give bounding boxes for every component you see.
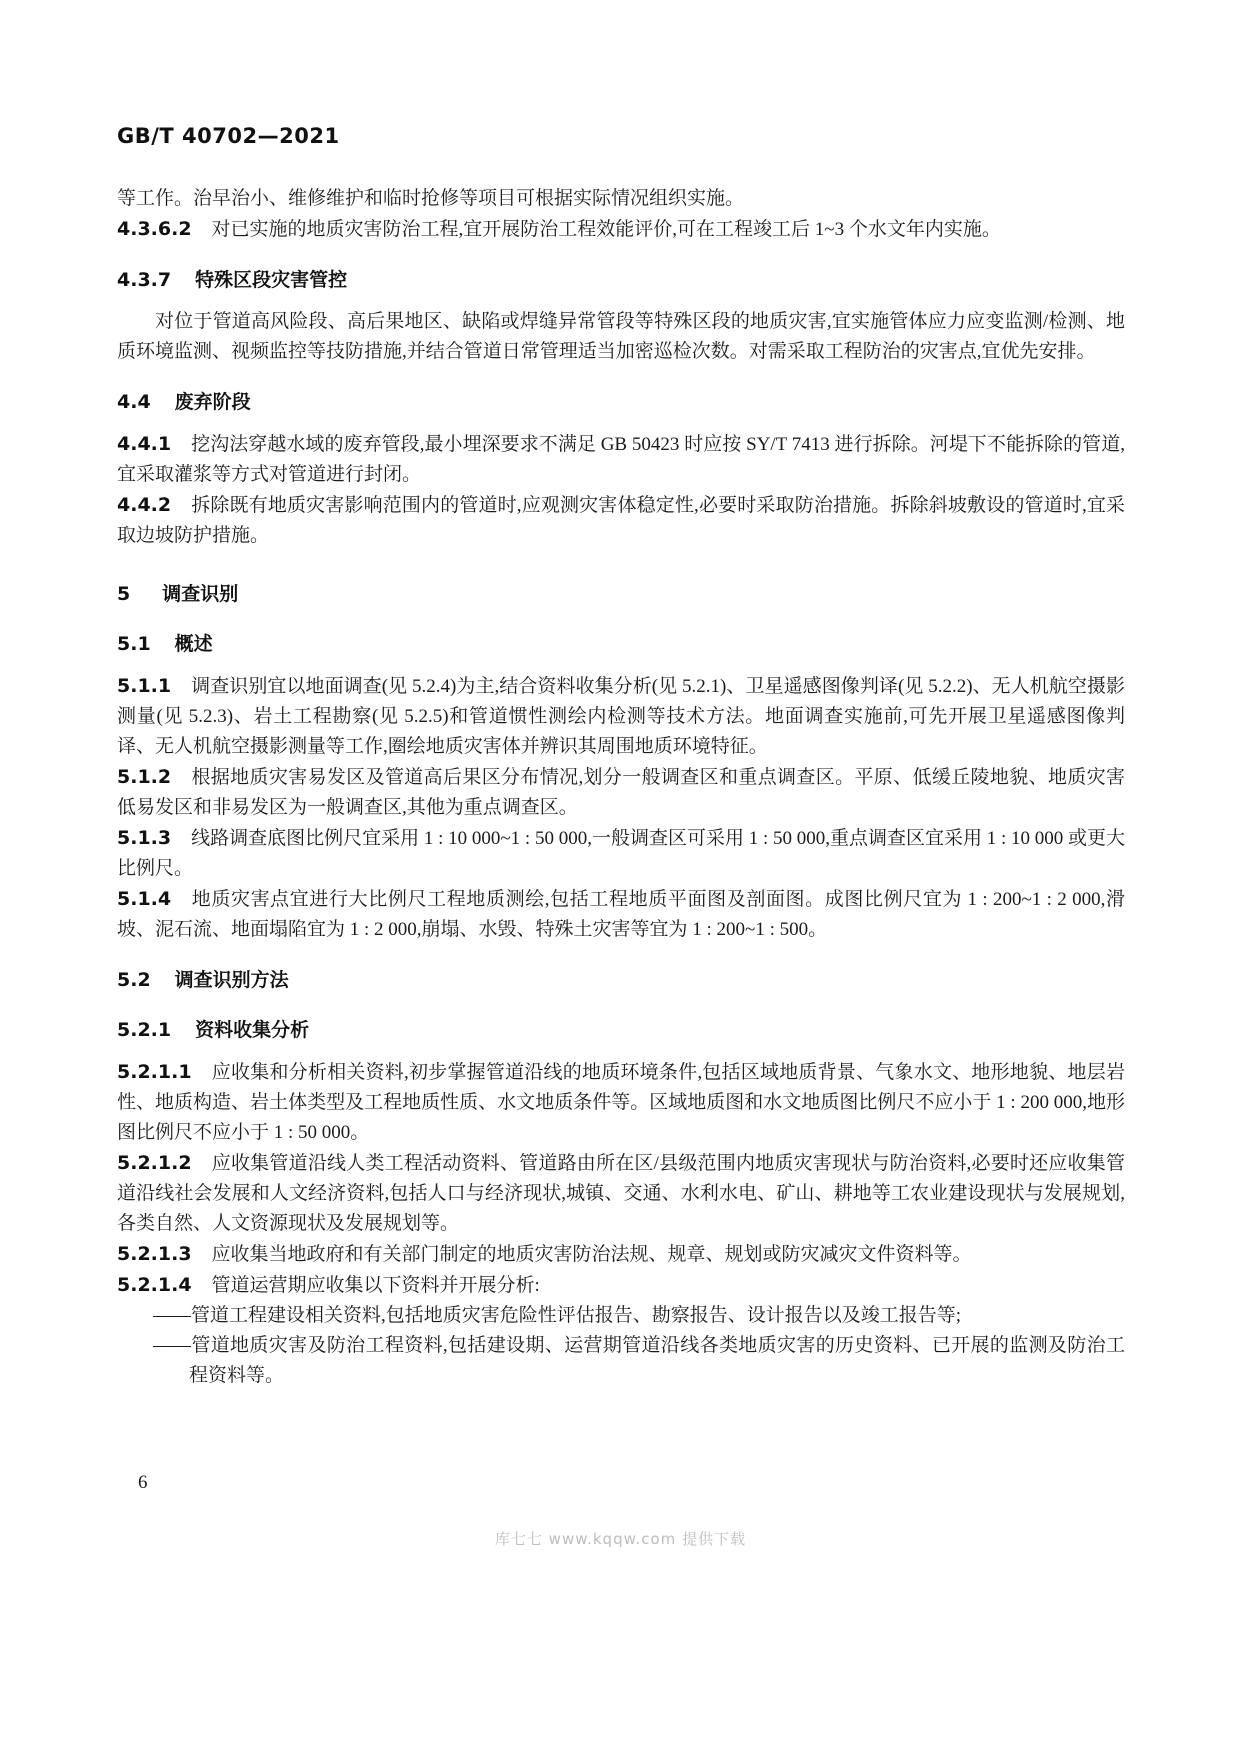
paragraph-4-3-7-body: 对位于管道高风险段、高后果地区、缺陷或焊缝异常管段等特殊区段的地质灾害,宜实施管体应力应变监测/检测、地质环境监测、视频监控等技防措施,并结合管道日常管理适当加密巡检次数。对需采取工程防治的灾害点,宜优先安排。 — [117, 311, 1125, 362]
heading-4-4 — [117, 387, 1125, 417]
clause-number: 5.2.1.2 — [117, 1152, 192, 1174]
clause-text: 挖沟法穿越水域的废弃管段,最小埋深要求不满足 GB 50423 时应按 SY/T 7413 进行拆除。河堤下不能拆除的管道,宜采取灌浆等方式对管道进行封闭。 — [117, 434, 1125, 485]
clause-number: 4.4.1 — [117, 433, 172, 455]
clause-5-1-4 — [117, 884, 1125, 945]
clause-5-2-1-3 — [117, 1239, 1125, 1270]
clause-5-2-1-2 — [117, 1148, 1125, 1239]
heading-number: 4.3.7 — [117, 269, 172, 291]
list-item-dash-1: ——管道工程建设相关资料,包括地质灾害危险性评估报告、勘察报告、设计报告以及竣工报告等; — [153, 1305, 962, 1326]
heading-4-3-7 — [117, 265, 1125, 295]
heading-5-2-1 — [117, 1015, 1125, 1045]
heading-title: 概述 — [174, 633, 213, 655]
heading-title: 废弃阶段 — [174, 391, 251, 413]
clause-text: 拆除既有地质灾害影响范围内的管道时,应观测灾害体稳定性,必要时采取防治措施。拆除斜坡敷设的管道时,宜采取边坡防护措施。 — [117, 495, 1125, 546]
clause-text: 管道运营期应收集以下资料并开展分析: — [211, 1275, 540, 1296]
clause-number: 5.1.4 — [117, 888, 172, 910]
clause-5-2-1-4 — [117, 1270, 1125, 1301]
clause-4-4-2 — [117, 490, 1125, 551]
clause-number: 5.1.2 — [117, 766, 172, 788]
clause-text: 对已实施的地质灾害防治工程,宜开展防治工程效能评价,可在工程竣工后 1~3 个水文年内实施。 — [211, 219, 1001, 240]
chapter-heading-5 — [117, 579, 1125, 609]
heading-5-2 — [117, 965, 1125, 995]
heading-5-1 — [117, 629, 1125, 659]
clause-5-2-1-1 — [117, 1057, 1125, 1148]
clause-5-1-3 — [117, 823, 1125, 884]
doc-number: GB/T 40702—2021 — [117, 124, 340, 148]
clause-number: 5.2.1.4 — [117, 1274, 192, 1296]
list-item-dash-2: ——管道地质灾害及防治工程资料,包括建设期、运营期管道沿线各类地质灾害的历史资料、已开展的监测及防治工程资料等。 — [153, 1335, 1125, 1386]
clause-number: 4.4.2 — [117, 494, 172, 516]
clause-number: 5.1.1 — [117, 675, 172, 697]
chapter-title: 调查识别 — [162, 583, 239, 605]
doc-header — [117, 124, 340, 148]
clause-text: 应收集管道沿线人类工程活动资料、管道路由所在区/县级范围内地质灾害现状与防治资料,必要时还应收集管道沿线社会发展和人文经济资料,包括人口与经济现状,城镇、交通、水利水电、矿山、耕地等工农业建设现状与发展规划,各类自然、人文资源现状及发展规划等。 — [117, 1153, 1125, 1234]
heading-number: 5.2 — [117, 969, 151, 991]
clause-text: 应收集和分析相关资料,初步掌握管道沿线的地质环境条件,包括区域地质背景、气象水文、地形地貌、地层岩性、地质构造、岩土体类型及工程地质性质、水文地质条件等。区域地质图和水文地质图比例尺不应小于 1 : 200 000,地形图比例尺不应小于 1 : 50 000。 — [117, 1062, 1125, 1143]
clause-text: 根据地质灾害易发区及管道高后果区分布情况,划分一般调查区和重点调查区。平原、低缓丘陵地貌、地质灾害低易发区和非易发区为一般调查区,其他为重点调查区。 — [117, 767, 1125, 818]
paragraph-continued: 等工作。治早治小、维修维护和临时抢修等项目可根据实际情况组织实施。 — [117, 188, 745, 209]
clause-4-3-6-2 — [117, 214, 1125, 245]
clause-number: 5.1.3 — [117, 827, 172, 849]
clause-5-1-2 — [117, 762, 1125, 823]
clause-text: 应收集当地政府和有关部门制定的地质灾害防治法规、规章、规划或防灾减灾文件资料等。 — [211, 1244, 972, 1265]
doc-body — [117, 184, 1125, 1391]
heading-number: 4.4 — [117, 391, 151, 413]
clause-number: 4.3.6.2 — [117, 218, 192, 240]
clause-text: 线路调查底图比例尺宜采用 1 : 10 000~1 : 50 000,一般调查区可采用 1 : 50 000,重点调查区宜采用 1 : 10 000 或更大比例尺。 — [117, 828, 1126, 879]
heading-title: 调查识别方法 — [174, 969, 289, 991]
heading-title: 资料收集分析 — [195, 1019, 310, 1041]
clause-4-4-1 — [117, 429, 1125, 490]
clause-number: 5.2.1.3 — [117, 1243, 192, 1265]
clause-text: 地质灾害点宜进行大比例尺工程地质测绘,包括工程地质平面图及剖面图。成图比例尺宜为 1 : 200~1 : 2 000,滑坡、泥石流、地面塌陷宜为 1 : 2 000,崩塌、水毁、特殊土灾害等宜为 1 : 200~1 : 500。 — [117, 889, 1125, 940]
clause-number: 5.2.1.1 — [117, 1061, 192, 1083]
heading-number: 5.1 — [117, 633, 151, 655]
clause-5-1-1 — [117, 671, 1125, 762]
heading-title: 特殊区段灾害管控 — [195, 269, 348, 291]
page-number: 6 — [138, 1472, 148, 1493]
heading-number: 5.2.1 — [117, 1019, 172, 1041]
watermark-text: 库七七 www.kqqw.com 提供下载 — [494, 1530, 747, 1548]
clause-text: 调查识别宜以地面调查(见 5.2.4)为主,结合资料收集分析(见 5.2.1)、卫星遥感图像判译(见 5.2.2)、无人机航空摄影测量(见 5.2.3)、岩土工程勘察(见 5.2.5)和管道惯性测绘内检测等技术方法。地面调查实施前,可先开展卫星遥感图像判译、无人机航空摄影测量等工作,圈绘地质灾害体并辨识其周围地质环境特征。 — [117, 676, 1125, 757]
chapter-number: 5 — [117, 583, 131, 605]
